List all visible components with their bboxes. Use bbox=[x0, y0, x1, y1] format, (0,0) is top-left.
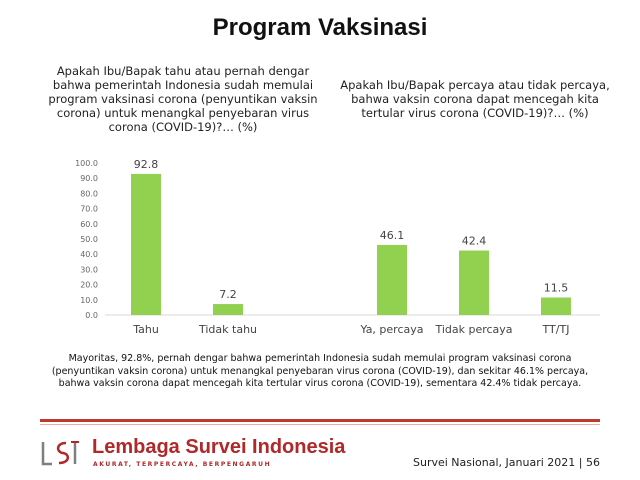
y-tick-label: 60.0 bbox=[80, 219, 98, 229]
y-tick-label: 20.0 bbox=[80, 280, 98, 290]
x-tick-label: TT/TJ bbox=[542, 323, 570, 336]
bar-ya-percaya bbox=[377, 245, 407, 315]
bar-tt-tj bbox=[541, 298, 571, 315]
lsi-logo-icon bbox=[40, 438, 84, 468]
bar-tidak-percaya bbox=[459, 251, 489, 315]
y-tick-label: 10.0 bbox=[80, 295, 98, 305]
logo-tagline: AKURAT, TERPERCAYA, BERPENGARUH bbox=[93, 461, 272, 468]
y-tick-label: 50.0 bbox=[80, 235, 98, 244]
footer-separator: | bbox=[578, 456, 583, 469]
y-tick-label: 0.0 bbox=[85, 311, 98, 320]
question-right: Apakah Ibu/Bapak percaya atau tidak percaya, bahwa vaksin corona dapat mencegah kita tertular virus corona (COVID-19)?… (%) bbox=[340, 78, 610, 120]
y-tick-label: 90.0 bbox=[80, 174, 98, 184]
question-left: Apakah Ibu/Bapak tahu atau pernah dengar bahwa pemerintah Indonesia sudah memulai program vaksinasi corona (penyuntikan vaksin corona) untuk menangkal penyebaran virus corona (COVID-19)?… (%) bbox=[48, 64, 318, 134]
footer-source bbox=[413, 456, 600, 469]
footer-divider bbox=[40, 419, 600, 422]
x-tick-label: Tahu bbox=[133, 323, 159, 336]
data-label: 42.4 bbox=[461, 234, 487, 248]
footer-divider-thin bbox=[40, 424, 600, 425]
x-tick-label: Tidak tahu bbox=[198, 323, 258, 336]
summary-text: Mayoritas, 92.8%, pernah dengar bahwa pemerintah Indonesia sudah memulai program vaksinasi corona (penyuntikan vaksin corona) untuk menangkal penyebaran virus corona (COVID-19), dan sekitar 46.1% percaya, bahwa vaksin corona dapat mencegah kita tertular virus corona (COVID-19), sementara 42.4% tidak percaya. bbox=[51, 353, 589, 389]
page-title: Program Vaksinasi bbox=[212, 14, 428, 41]
footer-source-text: Survei Nasional, Januari 2021 bbox=[412, 456, 576, 469]
data-label: 11.5 bbox=[543, 281, 569, 295]
y-tick-label: 40.0 bbox=[80, 250, 98, 260]
x-tick-label: Tidak percaya bbox=[435, 323, 513, 336]
x-tick-label: Ya, percaya bbox=[360, 323, 424, 336]
data-label: 7.2 bbox=[219, 288, 237, 302]
y-tick-label: 80.0 bbox=[80, 189, 98, 199]
logo-name: Lembaga Survei Indonesia bbox=[92, 436, 346, 458]
lsi-logo bbox=[40, 436, 346, 472]
y-tick-label: 100.0 bbox=[75, 159, 98, 168]
y-tick-label: 30.0 bbox=[80, 265, 98, 275]
data-label: 92.8 bbox=[133, 157, 159, 171]
page-number: 56 bbox=[586, 456, 600, 469]
bar-tidak-tahu bbox=[213, 304, 243, 315]
y-tick-label: 70.0 bbox=[80, 204, 98, 214]
bar-tahu bbox=[131, 174, 161, 315]
data-label: 46.1 bbox=[379, 228, 405, 242]
